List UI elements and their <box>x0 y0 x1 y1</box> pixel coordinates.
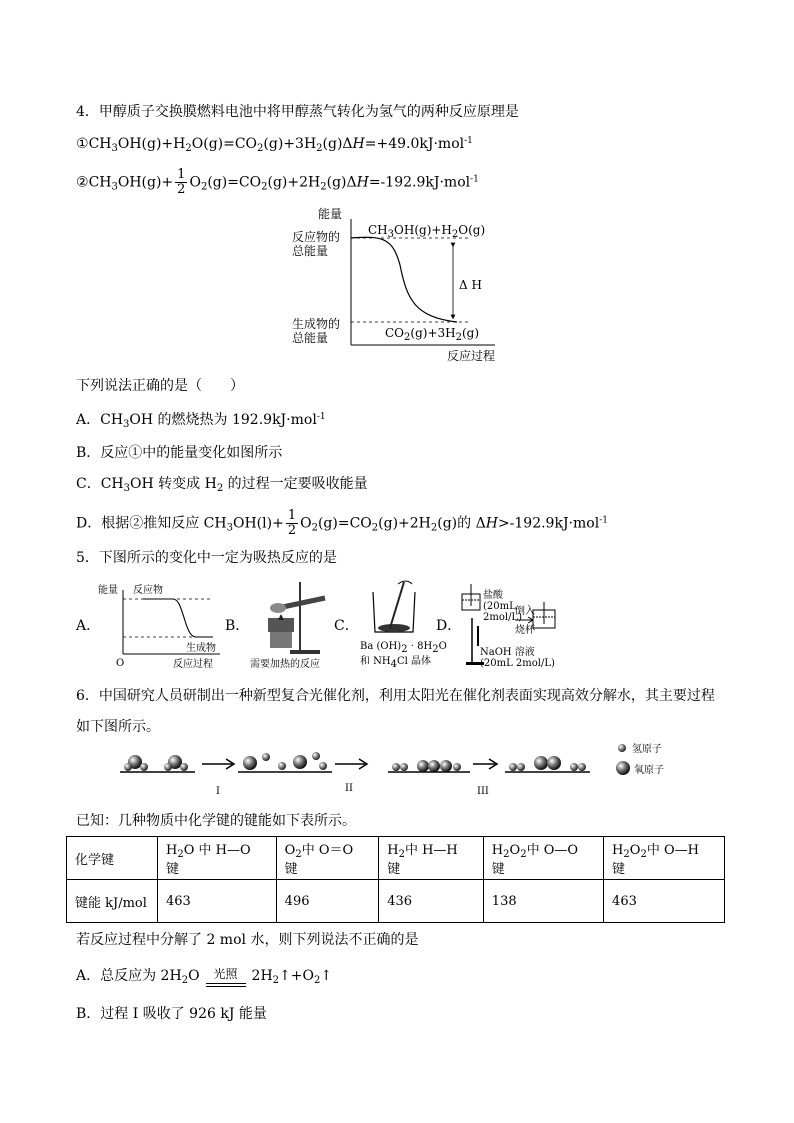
figa-origin: O <box>116 658 125 669</box>
figa-process-label: 反应过程 <box>173 659 213 670</box>
table-row <box>67 880 725 923</box>
step-2-label: II <box>345 783 353 794</box>
reaction-process-label: 反应过程 <box>447 349 496 363</box>
fraction-half: $\frac{1}{2}$ <box>287 508 297 538</box>
q5-label-d: D． <box>436 618 462 634</box>
q5-figure-a <box>98 580 223 672</box>
product-energy-label-1: 生成物的 <box>292 317 341 331</box>
table-header-cell: $H_2O_2$中 O—O 键 <box>483 837 603 880</box>
figc-line2: 和 $NH_4Cl$ 晶体 <box>360 656 432 670</box>
table-row <box>67 837 725 880</box>
q6-known: 已知：几种物质中化学键的键能如下表所示。 <box>76 813 356 829</box>
table-header-cell: 化学键 <box>67 837 158 880</box>
q6-option-a: A．总反应为 $2H_2O$ 光照 $2H_2↑+O_2↑$ <box>76 967 333 986</box>
figd-acid-2: (20mL <box>483 601 516 612</box>
q5-figure-c <box>358 578 447 672</box>
figa-reactant-label: 反应物 <box>133 585 163 596</box>
figd-base-2: (20mL 2mol/L) <box>480 658 555 669</box>
product-species: $CO_2(g)+3H_2(g)$ <box>385 326 480 343</box>
q6-option-b: B．过程 I 吸收了 926 kJ 能量 <box>76 1006 267 1022</box>
figa-product-label: 生成物 <box>186 643 216 654</box>
hydrogen-atom-legend: 氢原子 <box>632 744 662 755</box>
figd-pour-2: 烧杯 <box>515 625 535 636</box>
q5-label-b: B． <box>225 618 250 634</box>
figd-base-1: NaOH 溶液 <box>480 647 535 658</box>
reaction-condition: 光照 <box>206 970 246 982</box>
q5-figure-d <box>460 580 560 670</box>
water-splitting-diagram <box>120 742 680 802</box>
q4-stem: 4．甲醇质子交换膜燃料电池中将甲醇蒸气转化为氢气的两种反应原理是 <box>76 104 519 120</box>
q5-figure-b <box>250 578 335 672</box>
table-header-cell: $H_2O_2$中 O—H 键 <box>604 837 725 880</box>
step-1-label: I <box>216 786 220 797</box>
q6-stem-1: 6．中国研究人员研制出一种新型复合光催化剂，利用太阳光在催化剂表面实现高效分解水，其主要过程 <box>76 688 715 704</box>
table-cell: 436 <box>379 880 484 923</box>
oxygen-atom-legend: 氧原子 <box>634 765 664 776</box>
table-cell: 463 <box>158 880 277 923</box>
q4-prompt: 下列说法正确的是（ ） <box>76 378 244 394</box>
q4-reaction-1: $①CH_3OH(g)+H_2O(g)=CO_2(g)+3H_2(g)\Delta H=+49.0kJ\cdot mol^{-1}$ <box>76 136 473 154</box>
q5-label-a: A． <box>76 618 101 634</box>
figa-energy-label: 能量 <box>98 585 118 596</box>
reactant-energy-label-1: 反应物的 <box>292 230 341 244</box>
q4-option-b: B．反应①中的能量变化如图所示 <box>76 445 283 461</box>
table-cell: 496 <box>276 880 379 923</box>
q6-prompt: 若反应过程中分解了 2 mol 水，则下列说法不正确的是 <box>76 932 419 948</box>
table-header-cell: $H_2O$ 中 H—O 键 <box>158 837 277 880</box>
table-header-cell: $O_2$中 O＝O 键 <box>276 837 379 880</box>
figb-caption: 需要加热的反应 <box>250 659 320 670</box>
q4-option-a: A．$CH_3OH$ 的燃烧热为 192.9kJ·mol$^{-1}$ <box>76 412 326 430</box>
q5-label-c: C． <box>334 618 359 634</box>
water-splitting-steps <box>120 742 680 782</box>
figd-acid-3: 2mol/L) <box>483 612 522 623</box>
table-header-cell: $H_2$中 H—H 键 <box>379 837 484 880</box>
figd-pour-1: 倒入 <box>515 606 535 617</box>
table-cell: 键能 kJ/mol <box>67 880 158 923</box>
q4-reaction-2: $②CH_3OH(g)+$ $\frac{1}{2}$ $O_2(g)=CO_2(g)+2H_2(g)\Delta H=-192.9kJ\cdot mol^{-1}$ <box>76 167 479 197</box>
beaker-stirring-icon <box>358 578 438 638</box>
step-3-label: III <box>477 786 489 797</box>
energy-diagram <box>285 205 510 365</box>
table-cell: 138 <box>483 880 603 923</box>
q4-option-c: C．$CH_3OH$ 转变成 $H_2$ 的过程一定要吸收能量 <box>76 476 368 494</box>
table-cell: 463 <box>604 880 725 923</box>
q6-stem-2: 如下图所示。 <box>76 719 160 735</box>
q4-option-d: D．根据②推知反应 $CH_3OH(l)+$ $\frac{1}{2}$ $O_2(g)=CO_2(g)+2H_2(g)$的 ΔH>-192.9kJ·mol$^{-1}$ <box>76 508 608 538</box>
reactant-species: $CH_3OH(g)+H_2O(g)$ <box>368 223 486 240</box>
product-energy-label-2: 总能量 <box>292 331 329 345</box>
heating-apparatus-icon <box>250 578 335 658</box>
q5-stem: 5．下图所示的变化中一定为吸热反应的是 <box>76 550 337 566</box>
figc-line1: Ba $(OH)_2 \cdot 8H_2O$ <box>360 641 447 655</box>
bond-energy-table <box>66 836 725 923</box>
energy-axis-label: 能量 <box>318 207 343 221</box>
delta-h-label: Δ H <box>459 278 482 292</box>
reactant-energy-label-2: 总能量 <box>292 244 329 258</box>
fraction-half: $\frac{1}{2}$ <box>177 167 186 197</box>
figd-acid-1: 盐酸 <box>483 590 503 601</box>
